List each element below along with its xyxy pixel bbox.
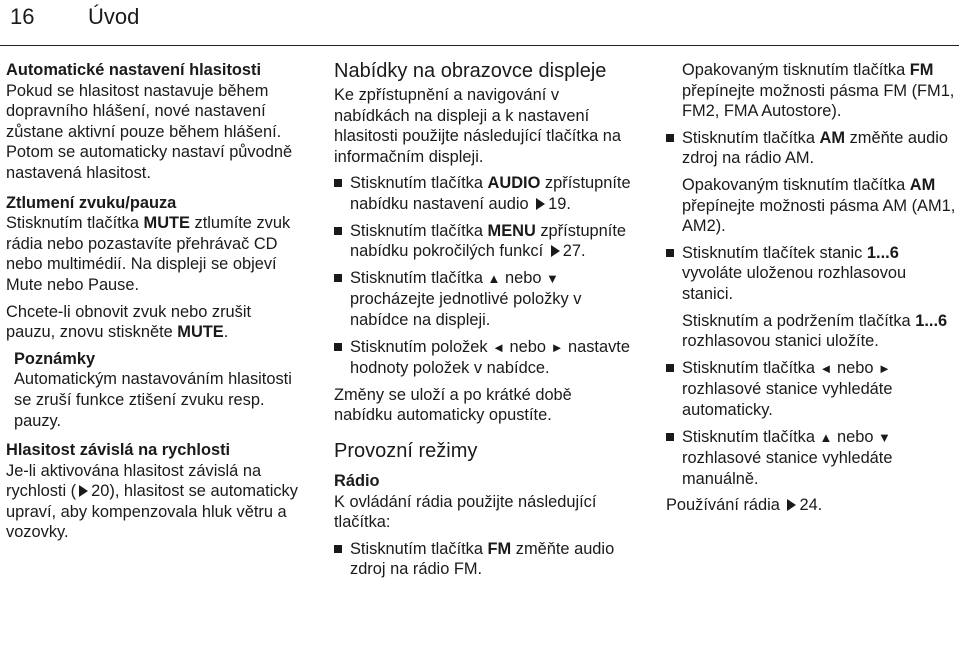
note-box [6, 349, 302, 431]
arrow-down-icon: ▼ [878, 429, 891, 445]
paragraph: Chcete-li obnovit zvuk nebo zrušit pauzu, znovu stiskněte MUTE. [6, 302, 252, 342]
paragraph: Ke zpřístupnění a navigování v nabídkách na displeji a k nastavení hlasitosti použijte následující tlačítka na informačním displeji. [334, 86, 621, 166]
mute-key-label: MUTE [143, 214, 190, 233]
list-item: Stisknutím tlačítka AUDIO zpřístupníte nabídku nastavení audio 19. [334, 173, 634, 214]
page-header [0, 0, 959, 48]
note-heading: Poznámky [14, 349, 96, 368]
section-auto-volume [6, 60, 302, 184]
section-mute [6, 193, 302, 343]
list-item: Stisknutím tlačítka MENU zpřístupníte nabídku pokročilých funkcí 27. [334, 221, 634, 262]
arrow-up-icon: ▲ [487, 270, 501, 286]
page-number: 16 [10, 4, 35, 29]
section-heading: Hlasitost závislá na rychlosti [6, 441, 231, 460]
chapter-title: Úvod [88, 4, 140, 29]
arrow-up-icon: ▲ [819, 429, 833, 445]
list-item: Stisknutím položek ◄ nebo ► nastavte hodnoty položek v nabídce. [334, 337, 634, 379]
list-item: Stisknutím tlačítka ▲ nebo ▼ procházejte jednotlivé položky v nabídce na displeji. [334, 268, 634, 331]
section-heading: Ztlumení zvuku/pauza [6, 193, 177, 212]
note-text: Automatickým nastavováním hlasitosti se zruší funkce ztišení zvuku resp. pauzy. [14, 370, 292, 430]
section-speed-volume [6, 440, 302, 543]
cross-reference: Používání rádia 24. [666, 496, 823, 515]
mute-key-label: MUTE [177, 323, 224, 342]
list-item: Stisknutím tlačítka AM změňte audio zdroj na rádio AM. [666, 128, 956, 169]
subsection-heading: Rádio [334, 471, 380, 490]
list-item: Stisknutím tlačítka ▲ nebo ▼ rozhlasové stanice vyhledáte manuálně. [666, 427, 956, 490]
paragraph: Pokud se hlasitost nastavuje během dopravního hlášení, nové nastavení zůstane aktivní pouze během hlášení. Potom se automaticky nastaví původně nastavená hlasitost. [6, 81, 293, 182]
column-right [666, 60, 956, 516]
column-middle [334, 60, 634, 580]
arrow-right-icon: ► [550, 339, 564, 355]
arrow-down-icon: ▼ [546, 270, 559, 286]
page-reference-arrow-icon [536, 198, 545, 210]
list-item: Stisknutím tlačítka ◄ nebo ► rozhlasové stanice vyhledáte automaticky. [666, 358, 956, 421]
paragraph: K ovládání rádia použijte následující tlačítka: [334, 492, 597, 532]
list-item: Stisknutím tlačítka FM změňte audio zdroj na rádio FM. [334, 539, 634, 580]
section-heading-large: Provozní režimy [334, 439, 478, 462]
column-left [6, 60, 302, 543]
paragraph: Opakovaným tisknutím tlačítka AM přepínejte možnosti pásma AM (AM1, AM2). [682, 175, 956, 236]
paragraph: Opakovaným tisknutím tlačítka FM přepínejte možnosti pásma FM (FM1, FM2, FMA Autostore). [682, 61, 955, 121]
arrow-left-icon: ◄ [819, 360, 833, 376]
list-item: Stisknutím tlačítek stanic 1...6 vyvoláte uloženou rozhlasovou stanici. [666, 243, 956, 305]
arrow-right-icon: ► [878, 360, 891, 376]
page-reference-arrow-icon [79, 485, 88, 497]
paragraph: Je-li aktivována hlasitost závislá na rychlosti ( 20), hlasitost se automaticky upraví, aby kompenzovala hluk větru a vozovky. [6, 461, 298, 542]
page-reference-arrow-icon [551, 245, 560, 257]
paragraph: Stisknutím tlačítka MUTE ztlumíte zvuk rádia nebo pozastavíte přehrávač CD nebo multimédií. Na displeji se objeví Mute nebo Pause. [6, 214, 291, 294]
paragraph: Stisknutím a podržením tlačítka 1...6 rozhlasovou stanici uložíte. [682, 311, 948, 351]
arrow-left-icon: ◄ [492, 339, 505, 355]
page-reference-arrow-icon [787, 499, 796, 511]
paragraph: Změny se uloží a po krátké době nabídku automaticky opustíte. [334, 385, 572, 425]
header-rule [0, 45, 959, 46]
section-heading-large: Nabídky na obrazovce displeje [334, 60, 607, 82]
section-heading: Automatické nastavení hlasitosti [6, 61, 262, 79]
